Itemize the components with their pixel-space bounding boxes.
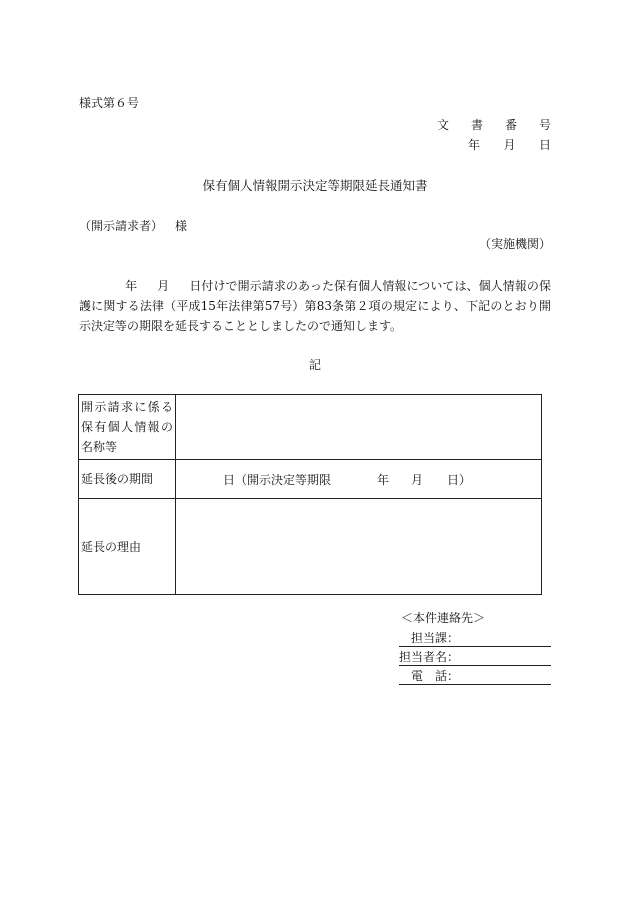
contact-person-row — [399, 648, 551, 666]
addressee-name: （開示請求者） — [79, 219, 164, 233]
doc-number-char: 文 — [437, 118, 450, 132]
document-date-field — [468, 137, 551, 153]
date-day: 日 — [538, 138, 551, 152]
info-name-value — [176, 395, 542, 460]
notice-body — [79, 276, 551, 336]
date-year: 年 — [468, 138, 481, 152]
doc-number-char: 号 — [538, 118, 551, 132]
contact-section-row — [399, 629, 551, 647]
contact-phone-row — [399, 667, 551, 685]
body-year: 年 — [125, 279, 138, 293]
extended-period-label: 延長後の期間 — [79, 460, 176, 499]
extended-period-value: 日（開示決定等期限 年 月 日） — [176, 460, 542, 499]
info-name-label — [79, 395, 176, 460]
extension-reason-label: 延長の理由 — [79, 499, 176, 595]
addressee-honorific: 様 — [175, 219, 188, 233]
date-month: 月 — [503, 138, 516, 152]
label-line: 開 示 請 求 に 係 る — [81, 400, 173, 414]
doc-number-char: 書 — [470, 118, 483, 132]
addressee — [79, 218, 187, 234]
form-number: 様式第６号 — [79, 96, 140, 110]
contact-person-label: 担当者名： — [399, 650, 460, 664]
contact-heading: ＜本件連絡先＞ — [401, 611, 486, 625]
document-title: 保有個人情報開示決定等期限延長通知書 — [202, 178, 428, 193]
body-text: 日付けで開示請求のあった保有個人情報については、個人情報の保護に関する法律（平成15年法律第57号）第83条第２項の規定により、下記のとおり開示決定等の期限を延長することとしましたので通知します。 — [79, 279, 551, 333]
contact-section-label: 担当課： — [411, 631, 460, 645]
contact-phone-label: 電 話： — [411, 669, 460, 683]
document-number-field — [437, 117, 551, 133]
notice-table — [78, 394, 542, 595]
extension-reason-value — [176, 499, 542, 595]
table-row — [79, 395, 542, 460]
ki-heading: 記 — [308, 358, 321, 372]
table-row — [79, 499, 542, 595]
doc-number-char: 番 — [504, 118, 517, 132]
table-row — [79, 460, 542, 499]
issuing-agency: （実施機関） — [478, 237, 551, 251]
label-line: 保 有 個 人 情 報 の — [81, 420, 173, 434]
body-month: 月 — [157, 279, 170, 293]
label-line: 名称等 — [81, 440, 118, 454]
